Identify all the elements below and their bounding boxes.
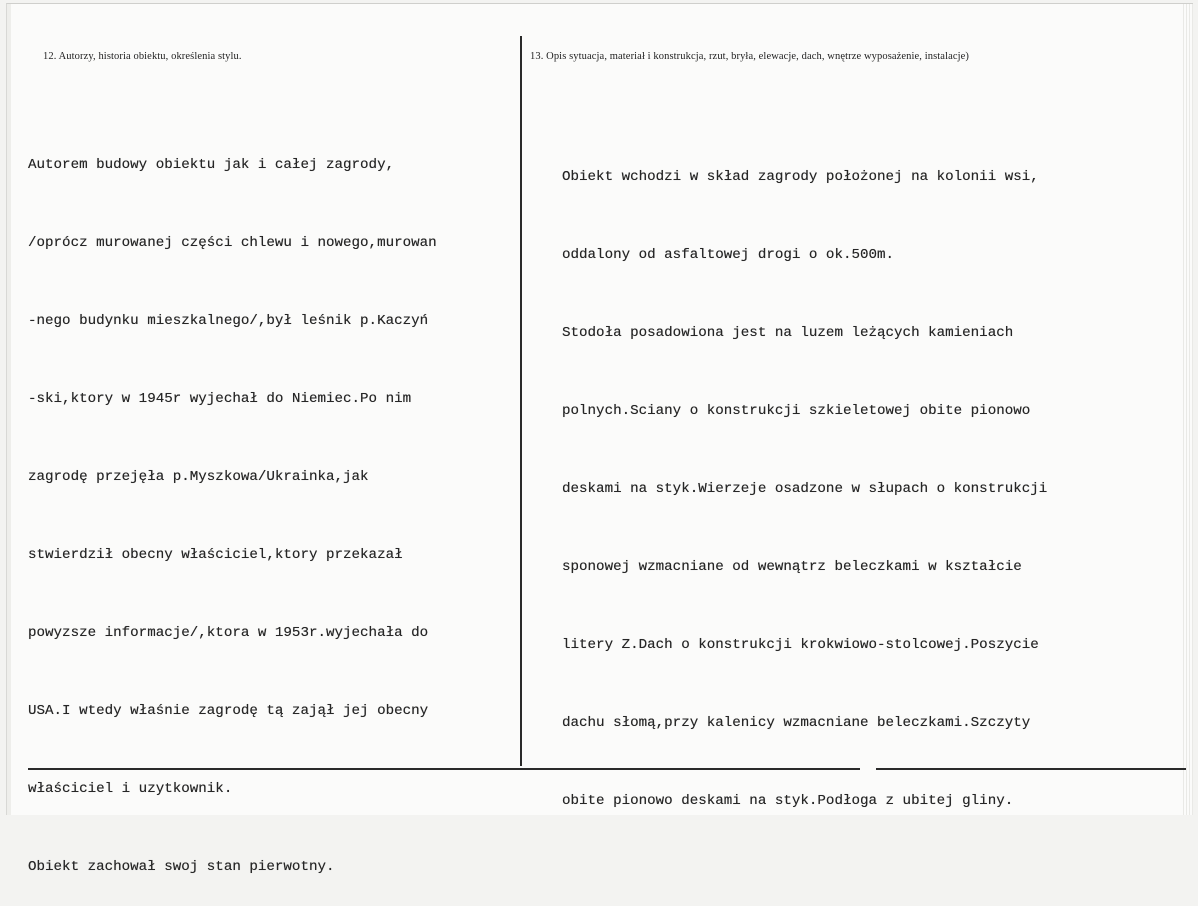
text-line: -ski,ktory w 1945r wyjechał do Niemiec.Po nim [28,391,412,407]
text-line: Stodoła posadowiona jest na luzem leżących kamieniach [562,325,1014,341]
text-line: oddalony od asfaltowej drogi o ok.500m. [562,247,895,263]
section-12-text [28,100,437,906]
section-13-heading: 13. Opis sytuacja, materiał i konstrukcja, rzut, bryła, elewacje, dach, wnętrze wyposażenie, instalacje) [530,51,969,62]
text-line: Obiekt wchodzi w skład zagrody położonej na kolonii wsi, [562,169,1039,185]
text-line: polnych.Sciany o konstrukcji szkieletowej obite pionowo [562,403,1031,419]
text-line: właściciel i uzytkownik. [28,781,233,797]
column-divider [520,36,522,766]
text-line: Autorem budowy obiektu jak i całej zagrody, [28,157,395,173]
text-line: stwierdził obecny właściciel,ktory przekazał [28,547,403,563]
text-line: deskami na styk.Wierzeje osadzone w słupach o konstrukcji [562,481,1048,497]
text-line: /oprócz murowanej części chlewu i nowego,murowan [28,235,437,251]
text-line: powyzsze informacje/,ktora w 1953r.wyjechała do [28,625,429,641]
sheet-right-edge [1183,4,1193,815]
text-line: obite pionowo deskami na styk.Podłoga z ubitej gliny. [562,793,1014,809]
section-13-text [562,112,1047,840]
text-line: dachu słomą,przy kalenicy wzmacniane beleczkami.Szczyty [562,715,1031,731]
text-line: -nego budynku mieszkalnego/,był leśnik p.Kaczyń [28,313,429,329]
text-line: zagrodę przejęła p.Myszkowa/Ukrainka,jak [28,469,369,485]
text-line: sponowej wzmacniane od wewnątrz beleczkami w kształcie [562,559,1022,575]
text-line: USA.I wtedy właśnie zagrodę tą zajął jej obecny [28,703,429,719]
section-12-heading: 12. Autorzy, historia obiektu, określenia stylu. [43,51,242,62]
sheet-left-edge [7,4,11,815]
text-line: litery Z.Dach o konstrukcji krokwiowo-stolcowej.Poszycie [562,637,1039,653]
text-line: Obiekt zachował swoj stan pierwotny. [28,859,335,875]
